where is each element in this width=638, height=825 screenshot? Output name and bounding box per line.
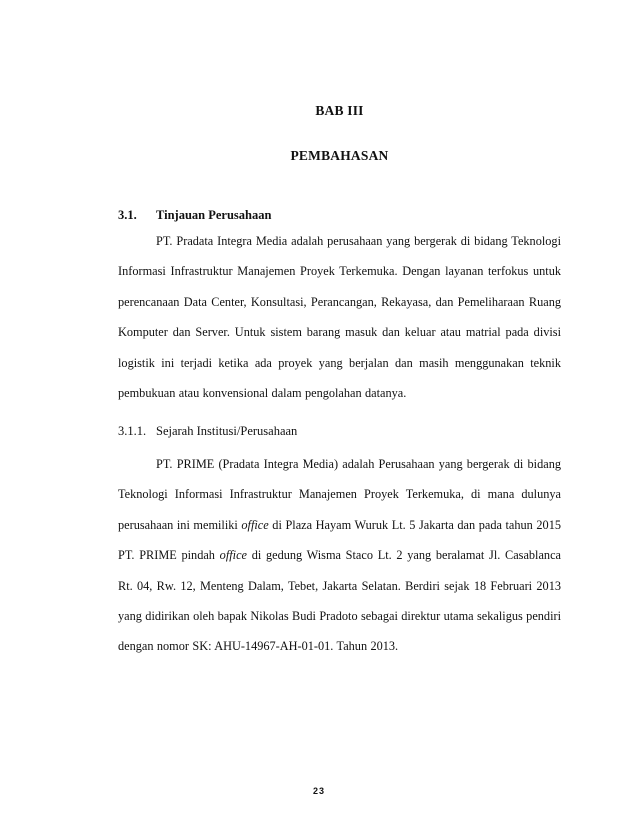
subsection-title: Sejarah Institusi/Perusahaan [156,424,298,438]
subsection-paragraph [118,449,561,662]
section-number: 3.1. [118,208,137,222]
subsection-number: 3.1.1. [118,424,147,438]
italic-term: office [219,548,247,563]
page-number: 23 [312,786,325,796]
paragraph-text-part: di Plaza Hayam Wuruk Lt. 5 Jakarta dan pada tahun 2015 PT. PRIME pindah [118,517,561,563]
section-paragraph: PT. Pradata Integra Media adalah perusahaan yang bergerak di bidang Teknologi Informasi Infrastruktur Manajemen Proyek Terkemuka. Dengan layanan terfokus untuk perencanaan Data Center, Konsultasi, Perancangan, Rekayasa, dan Pemeliharaan Ruang Komputer dan Server. Untuk sistem barang masuk dan keluar atau matrial pada divisi logistik ini terjadi ketika ada proyek yang berjalan dan masih menggunakan teknik pembukuan atau konvensional dalam pengolahan datanya. [118,234,561,401]
chapter-label: BAB III [315,103,364,118]
section-heading [118,208,271,223]
paragraph-text-part: PT. PRIME (Pradata Integra Media) adalah Perusahaan yang bergerak di bidang Teknologi Informasi Infrastruktur Manajemen Proyek Terkemuka, di mana dulunya perusahaan ini memiliki [118,457,561,532]
chapter-title: PEMBAHASAN [290,148,389,163]
subsection-heading [118,424,297,439]
paragraph-text-part: di gedung Wisma Staco Lt. 2 yang beralamat Jl. Casablanca Rt. 04, Rw. 12, Menteng Dalam, Tebet, Jakarta Selatan. Berdiri sejak 18 Februari 2013 yang didirikan oleh bapak Nikolas Budi Pradoto sebagai direktur utama sekaligus pendiri dengan nomor SK: AHU-14967-AH-01-01. Tahun 2013. [118,548,561,654]
italic-term: office [241,517,269,532]
section-title: Tinjauan Perusahaan [156,208,272,222]
